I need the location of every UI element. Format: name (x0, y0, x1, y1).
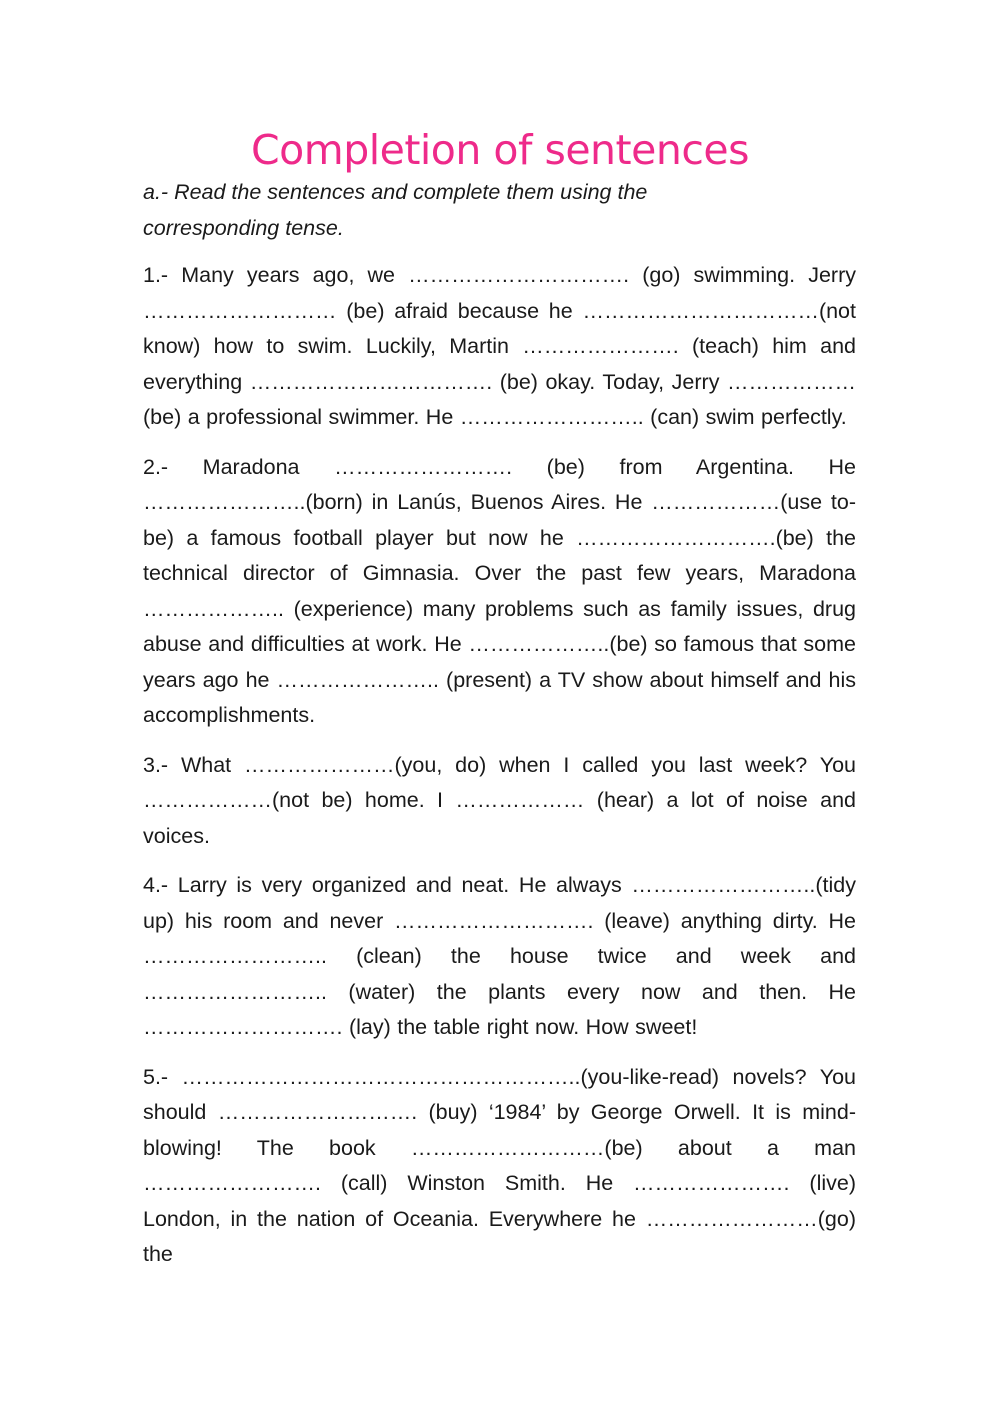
exercise-4: 4.- Larry is very organized and neat. He always ……………………..(tidy up) his room and never ………………………. (leave) anything dirty. He …………………….. (clean) the house twice and week and …………………….. (water) the plants every now and then. He ………………………. (lay) the table right now. How sweet! (143, 873, 856, 1039)
instructions-text: a.- Read the sentences and complete them using the corresponding tense. (143, 180, 648, 240)
exercise-5: 5.- ………………………………………………..(you-like-read) novels? You should ………………………. (buy) ‘1984’ by George Orwell. It is mind-blowing! The book ………………………(be) about a man ……………………. (call) Winston Smith. He …………………. (live) London, in the nation of Oceania. Everywhere he ……………………(go) the (143, 1064, 856, 1266)
exercise-2: 2.- Maradona ……………………. (be) from Argentina. He …………………..(born) in Lanús, Buenos Aires. He ………………(use to-be) a famous football player but now he ……………………….(be) the technical director of Gimnasia. Over the past few years, Maradona ……………….. (experience) many problems such as family issues, drug abuse and difficulties at work. He ………………..(be) so famous that some years ago he ………………….. (present) a TV show about himself and his accomplishments. (143, 454, 856, 727)
exercise-3: 3.- What …………………(you, do) when I called you last week? You ………………(not be) home. I ……………… (hear) a lot of noise and voices. (143, 752, 856, 848)
exercise-list (143, 258, 856, 1287)
exercise-1: 1.- Many years ago, we …………………………. (go) swimming. Jerry ……………………… (be) afraid because he ……………………………(not know) how to swim. Luckily, Martin …………………. (teach) him and everything ……………………………. (be) okay. Today, Jerry ……………… (be) a professional swimmer. He …………………….. (can) swim perfectly. (143, 263, 856, 429)
worksheet-title: Completion of sentences (251, 126, 749, 174)
